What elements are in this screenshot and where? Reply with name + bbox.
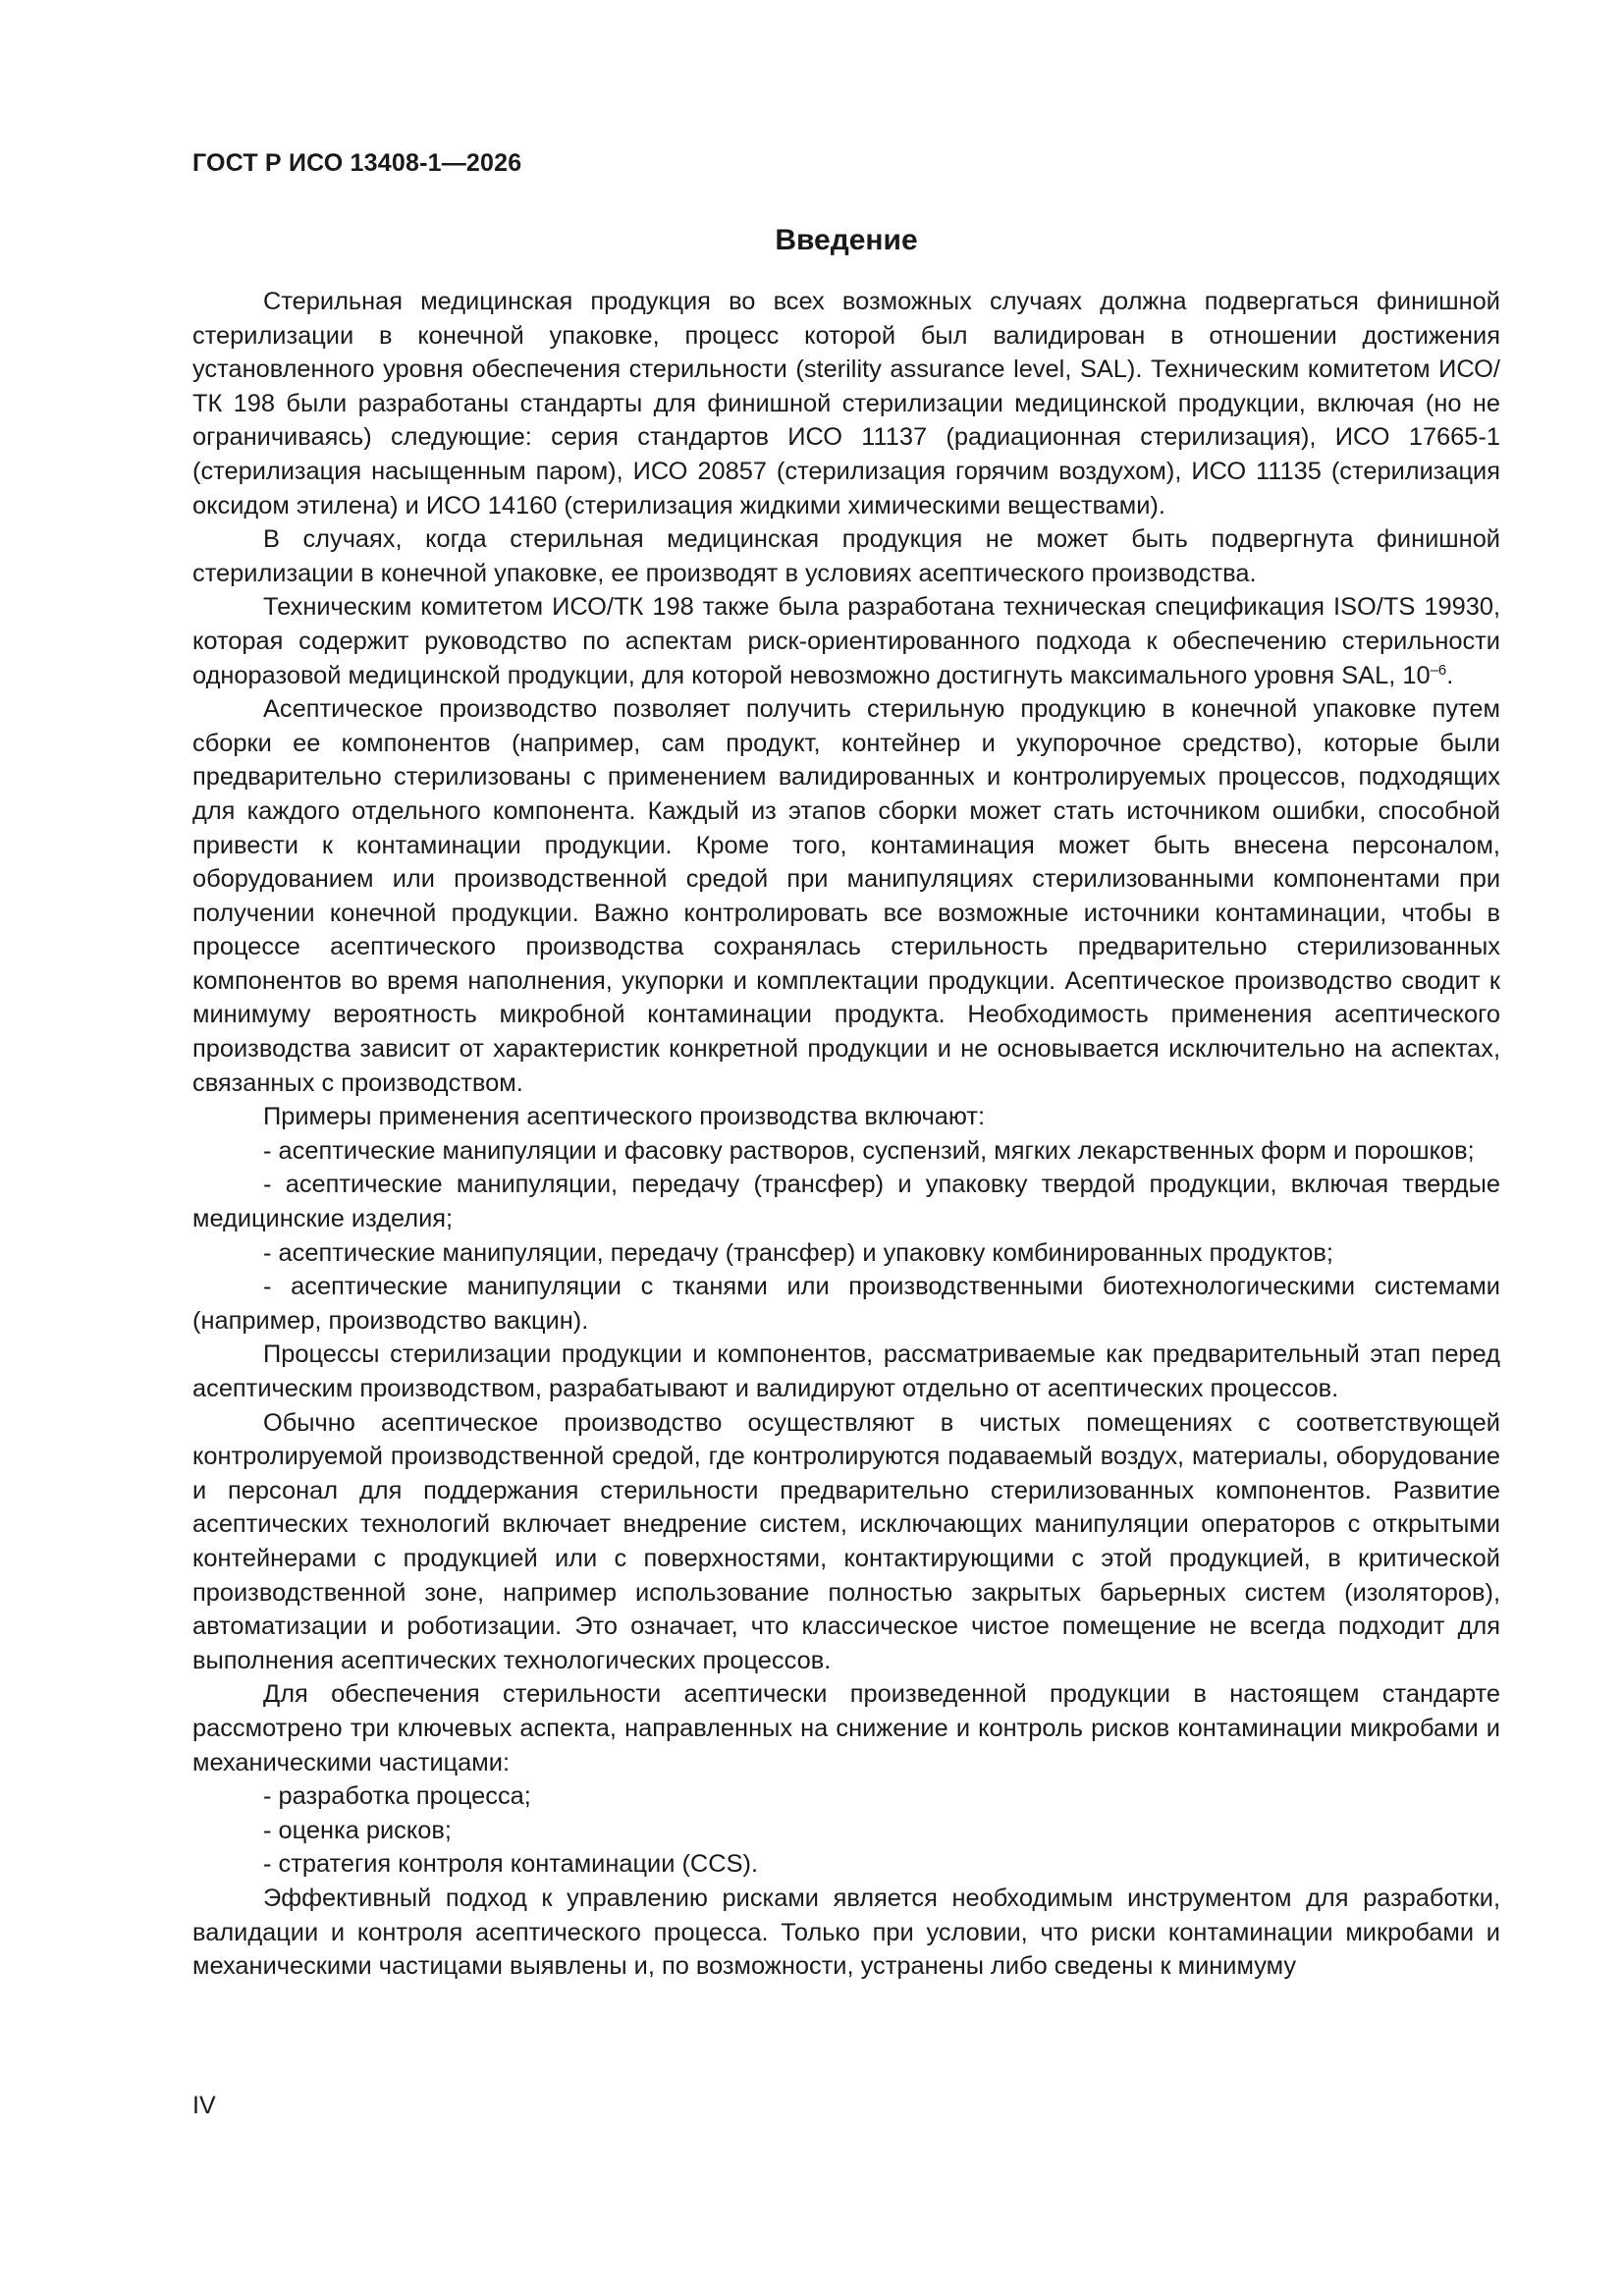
list-item: - асептические манипуляции, передачу (трансфер) и упаковку твердой продукции, включая твердые медицинские изделия; [192,1171,1500,1233]
list-item: - стратегия контроля контаминации (CCS). [263,1850,759,1879]
paragraph: Процессы стерилизации продукции и компонентов, рассматриваемые как предварительный этап перед асептическим производством, разрабатывают и валидируют отдельно от асептических процессов. [192,1340,1500,1402]
paragraph: Обычно асептическое производство осуществляют в чистых помещениях с соответствующей контролируемой производственной средой, где контролируются подаваемый воздух, материалы, оборудование и персонал для поддержания стерильности предварительно стерилизованных компонентов. Развитие асептических технологий включает внедрение систем, исключающих манипуляции операторов с открытыми контейнерами с продукцией или с поверхностями, контактирующими с этой продукцией, в критической производственной зоне, например использование полностью закрытых барьерных систем (изоляторов), автоматизации и роботизации. Это означает, что классическое чистое помещение не всегда подходит для выполнения асептических технологических процессов. [192,1408,1500,1674]
list-item: - асептические манипуляции, передачу (трансфер) и упаковку комбинированных продуктов; [263,1238,1333,1267]
list-item: - оценка рисков; [263,1816,452,1844]
list-item: - асептические манипуляции с тканями или производственными биотехнологическими системами (например, производство вакцин). [192,1273,1500,1335]
paragraph: Примеры применения асептического производства включают: [263,1103,986,1131]
paragraph: Асептическое производство позволяет получить стерильную продукцию в конечной упаковке путем сборки ее компонентов (например, сам продукт, контейнер и укупорочное средство), которые были предварительно стерилизованы с применением валидированных и контролируемых процессов, подходящих для каждого отдельного компонента. Каждый из этапов сборки может стать источником ошибки, способной привести к контаминации продукции. Кроме того, контаминация может быть внесена персоналом, оборудованием или производственной средой при манипуляциях стерилизованными компонентами при получении конечной продукции. Важно контролировать все возможные источники контаминации, чтобы в процессе асептического производства сохранялась стерильность предварительно стерилизованных компонентов во время наполнения, укупорки и комплектации продукции. Асептическое производство сводит к минимуму вероятность микробной контаминации продукта. Необходимость применения асептического производства зависит от характеристик конкретной продукции и не основывается исключительно на аспектах, связанных с производством. [192,695,1500,1097]
section-title: Введение [775,224,918,256]
section-body [192,285,1500,1984]
paragraph: Для обеспечения стерильности асептически произведенной продукции в настоящем стандарте рассмотрено три ключевых аспекта, направленных на снижение и контроль рисков контаминации микробами и механическими частицами: [192,1680,1500,1777]
paragraph-text: Техническим комитетом ИСО/ТК 198 также была разработана техническая спецификация ISO/TS 19930, которая содержит руководство по аспектам риск-ориентированного подхода к обеспечению стерильности одноразовой медицинской продукции, для которой невозможно достигнуть максимального уровня SAL, 10 [192,593,1500,689]
paragraph: Эффективный подход к управлению рисками является необходимым инструментом для разработки, валидации и контроля асептического процесса. Только при условии, что риски контаминации микробами и механическими частицами выявлены и, по возможности, устранены либо сведены к минимуму [192,1884,1500,1981]
paragraph-end: . [1446,661,1454,689]
list-item: - разработка процесса; [263,1782,531,1811]
superscript-exponent: –6 [1430,661,1447,679]
document-id-header: ГОСТ Р ИСО 13408-1—2026 [192,149,522,177]
paragraph [192,590,1500,692]
paragraph: В случаях, когда стерильная медицинская продукция не может быть подвергнута финишной стерилизации в конечной упаковке, ее производят в условиях асептического производства. [192,525,1500,587]
list-item: - асептические манипуляции и фасовку растворов, суспензий, мягких лекарственных форм и порошков; [263,1136,1475,1165]
paragraph: Стерильная медицинская продукция во всех возможных случаях должна подвергаться финишной стерилизации в конечной упаковке, процесс которой был валидирован в отношении достижения установленного уровня обеспечения стерильности (sterility assurance level, SAL). Техническим комитетом ИСО/ТК 198 были разработаны стандарты для финишной стерилизации медицинской продукции, включая (но не ограничиваясь) следующие: серия стандартов ИСО 11137 (радиационная стерилизация), ИСО 17665-1 (стерилизация насыщенным паром), ИСО 20857 (стерилизация горячим воздухом), ИСО 11135 (стерилизация оксидом этилена) и ИСО 14160 (стерилизация жидкими химическими веществами). [192,288,1500,519]
page-number: IV [192,2092,216,2119]
